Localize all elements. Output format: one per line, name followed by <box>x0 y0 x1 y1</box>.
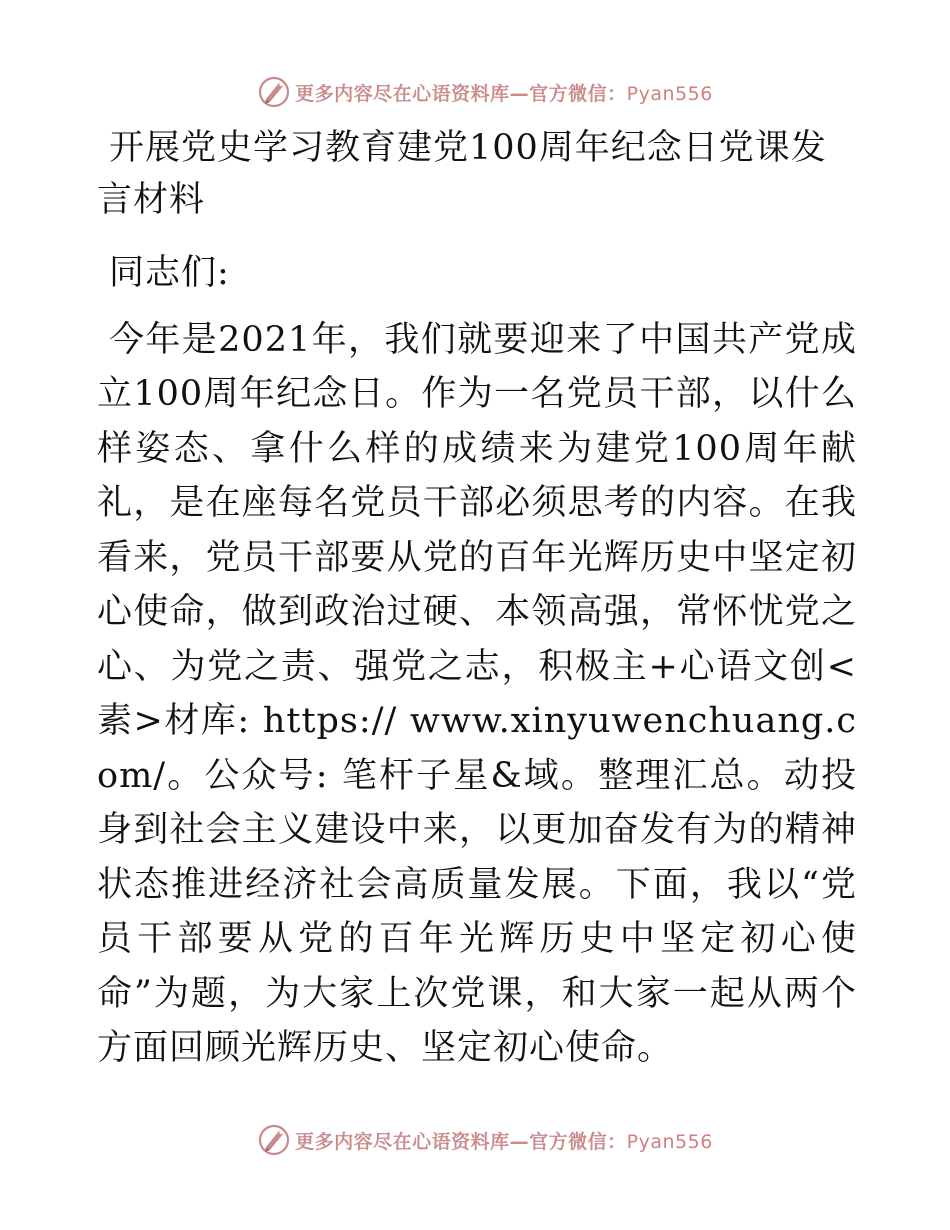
watermark-text: 更多内容尽在心语资料库—官方微信：Pyan556 <box>295 1130 713 1153</box>
watermark-text: 更多内容尽在心语资料库—官方微信：Pyan556 <box>295 82 713 105</box>
brand-logo-icon <box>257 1123 291 1157</box>
document-body <box>97 122 857 1076</box>
body-paragraph: 今年是2021年，我们就要迎来了中国共产党成立100周年纪念日。作为一名党员干部，以什么样姿态、拿什么样的成绩来为建党100周年献礼，是在座每名党员干部必须思考的内容。在我看来，党员干部要从党的百年光辉历史中坚定初心使命，做到政治过硬、本领高强，常怀忧党之心、为党之责、强党之志，积极主+心语文创<素>材库: https:// www.xinyuwenchuang.com/。公众号: 笔杆子星&域。整理汇总。动投身到社会主义建设中来，以更加奋发有为的精神状态推进经济社会高质量发展。下面，我以“党员干部要从党的百年光辉历史中坚定初心使命”为题，为大家上次党课，和大家一起从两个方面回顾光辉历史、坚定初心使命。 <box>97 319 857 1068</box>
watermark-handle: Pyan556 <box>626 82 713 105</box>
footer-watermark-inner <box>257 1123 713 1157</box>
salutation: 同志们: <box>109 253 230 293</box>
footer-watermark <box>0 1120 950 1160</box>
header-watermark <box>0 72 950 112</box>
document-title: 开展党史学习教育建党100周年纪念日党课发言材料 <box>97 128 827 220</box>
brand-logo-icon <box>257 75 291 109</box>
watermark-handle: Pyan556 <box>626 1130 713 1153</box>
header-watermark-inner <box>257 75 713 109</box>
